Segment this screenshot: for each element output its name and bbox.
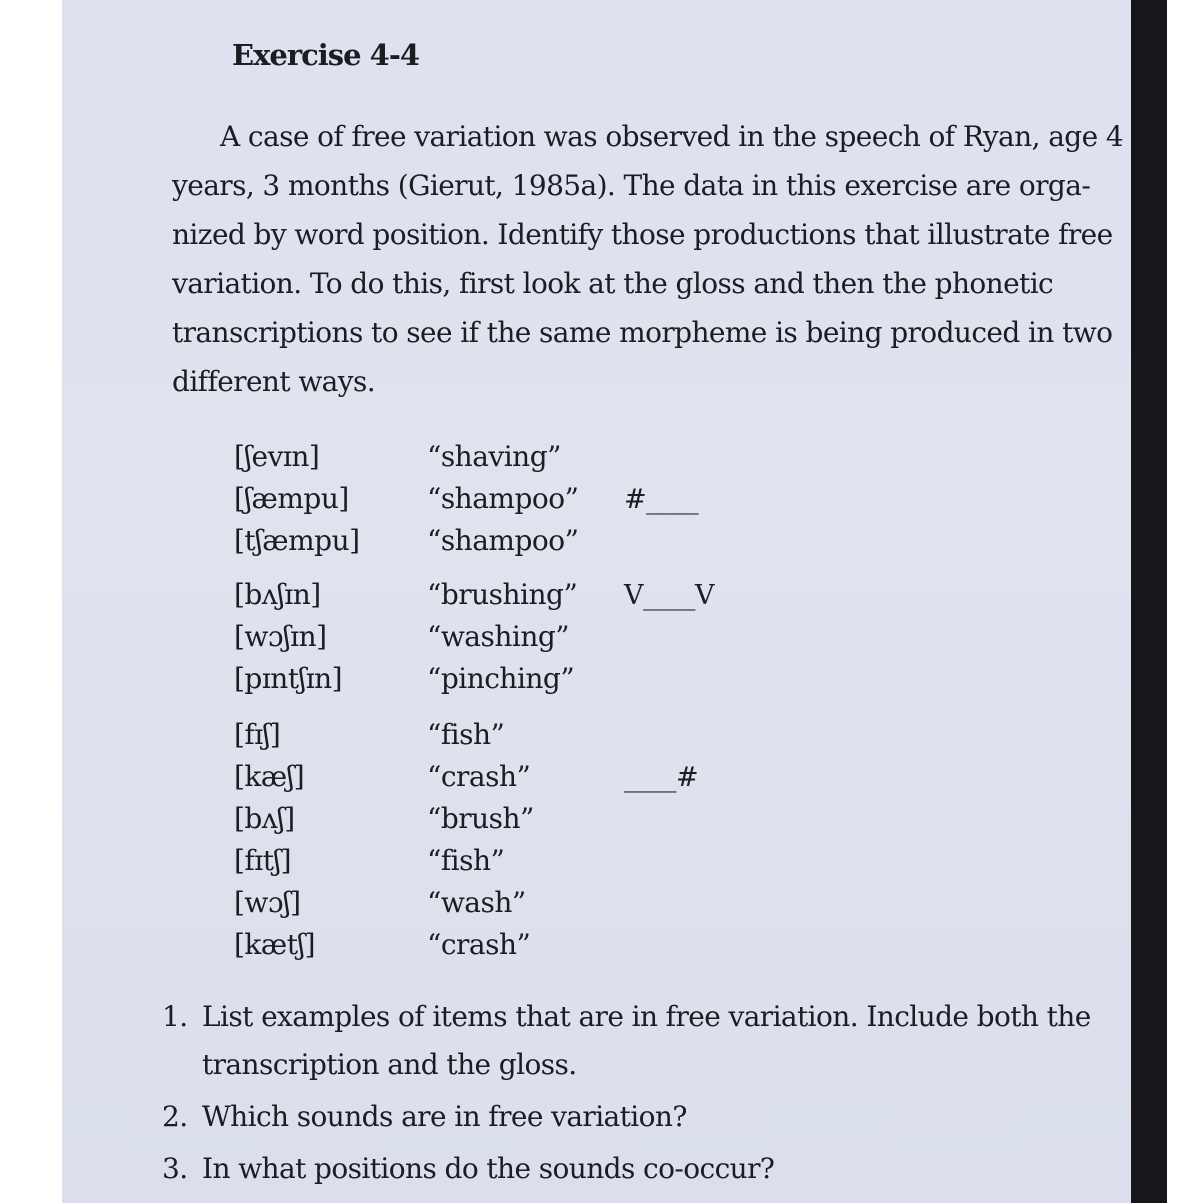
environment-word-final: ____# — [624, 762, 699, 793]
question-3 — [162, 1152, 774, 1185]
question-1 — [162, 1000, 1091, 1033]
transcription: [tʃæmpu] — [234, 524, 360, 557]
gloss: “shampoo” — [427, 524, 579, 557]
question-text: List examples of items that are in free variation. Include both the — [202, 1000, 1091, 1033]
question-number: 1. — [162, 1000, 188, 1033]
gloss: “fish” — [427, 844, 505, 877]
gloss: “wash” — [427, 886, 526, 919]
gloss: “brush” — [427, 802, 534, 835]
question-text: In what positions do the sounds co-occur? — [202, 1152, 775, 1185]
transcription: [kæʃ] — [234, 760, 305, 793]
transcription: [kætʃ] — [234, 928, 315, 961]
question-1-continued: transcription and the gloss. — [202, 1048, 577, 1081]
page-edge-shadow — [1131, 0, 1167, 1203]
gloss: “washing” — [427, 620, 570, 653]
paragraph-line: different ways. — [172, 365, 376, 398]
question-number: 2. — [162, 1100, 188, 1133]
transcription: [fɪʃ] — [234, 718, 281, 751]
exercise-title: Exercise 4-4 — [232, 38, 420, 72]
environment-intervocalic: V____V — [624, 580, 714, 611]
transcription: [bʌʃ] — [234, 802, 295, 835]
exercise-instructions — [172, 112, 1124, 406]
textbook-page — [62, 0, 1167, 1203]
question-text: Which sounds are in free variation? — [202, 1100, 687, 1133]
question-number: 3. — [162, 1152, 188, 1185]
gloss: “pinching” — [427, 662, 575, 695]
transcription: [wɔʃ] — [234, 886, 301, 919]
gloss: “crash” — [427, 928, 531, 961]
paragraph-line: A case of free variation was observed in the speech of Ryan, age 4 — [220, 120, 1124, 153]
gloss: “brushing” — [427, 578, 578, 611]
transcription: [ʃæmpu] — [234, 482, 349, 515]
gloss: “shampoo” — [427, 482, 579, 515]
environment-word-initial: #____ — [624, 484, 699, 515]
transcription: [wɔʃɪn] — [234, 620, 327, 653]
transcription: [ʃevɪn] — [234, 440, 320, 473]
transcription: [pɪntʃɪn] — [234, 662, 343, 695]
paragraph-line: years, 3 months (Gierut, 1985a). The data in this exercise are orga- — [172, 169, 1091, 202]
paragraph-line: variation. To do this, first look at the gloss and then the phonetic — [172, 267, 1054, 300]
gloss: “shaving” — [427, 440, 561, 473]
paragraph-line: nized by word position. Identify those productions that illustrate free — [172, 218, 1113, 251]
transcription: [bʌʃɪn] — [234, 578, 321, 611]
paragraph-line: transcriptions to see if the same morpheme is being produced in two — [172, 316, 1113, 349]
transcription: [fɪtʃ] — [234, 844, 292, 877]
gloss: “fish” — [427, 718, 505, 751]
gloss: “crash” — [427, 760, 531, 793]
question-2 — [162, 1100, 687, 1133]
